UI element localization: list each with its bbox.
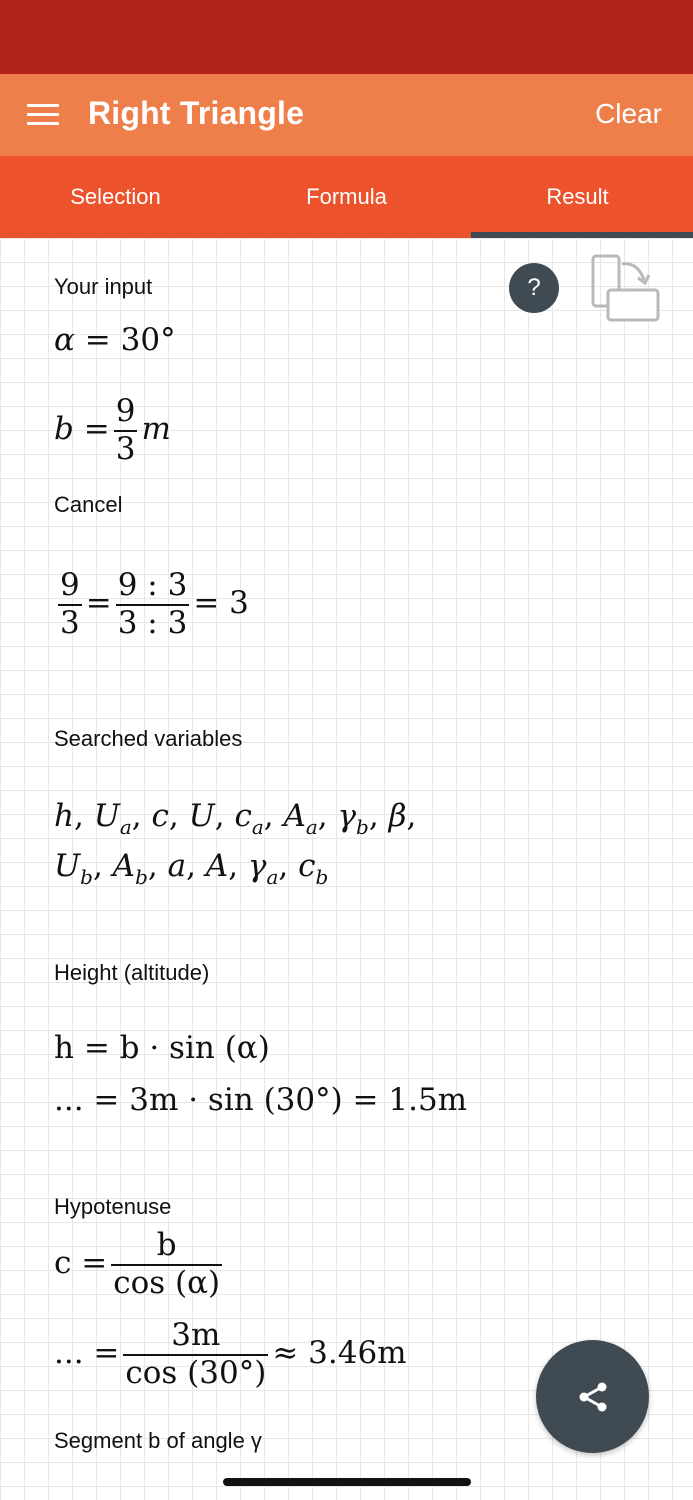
alpha-input: α = 30°	[54, 322, 176, 358]
hypotenuse-calculation: ... = $\frac{3m}{\cos (30^\circ)}$ ≈ 3.46m	[54, 1317, 407, 1391]
app-bar	[0, 74, 693, 156]
hypotenuse-label: Hypotenuse	[54, 1194, 172, 1219]
searched-variables-line2: $U_b$, $A_b$, a, A, $\gamma_a$, $c_b$	[54, 848, 329, 889]
result-content[interactable]	[0, 238, 693, 1500]
app-title: Right Triangle	[88, 95, 305, 131]
searched-variables-line1: h, $U_a$, c, U, $c_a$, $A_a$, $\gamma_b$, β,	[54, 798, 417, 839]
clear-button[interactable]: Clear	[595, 98, 662, 129]
b-input: b = $\frac{9}{3}$ m	[54, 393, 171, 467]
input-label: Your input	[54, 274, 153, 299]
height-calculation: ... = 3m · sin (30°) = 1.5m	[54, 1082, 468, 1118]
hypotenuse-formula: c = $\frac{b}{\cos (\alpha)}$	[54, 1227, 221, 1301]
cancel-label: Cancel	[54, 492, 123, 517]
segment-label: Segment b of angle γ	[54, 1428, 262, 1453]
searched-variables-label: Searched variables	[54, 726, 243, 751]
home-indicator	[223, 1478, 471, 1486]
status-bar	[0, 0, 693, 74]
tab-formula[interactable]: Formula	[306, 184, 387, 209]
share-button[interactable]	[536, 1340, 649, 1453]
question-mark-icon: ?	[527, 274, 541, 301]
cancel-formula: $\frac{9}{3}$ = $\frac{9 : 3}{3 : 3}$ = 3	[60, 567, 249, 641]
tab-bar	[0, 156, 693, 238]
rotate-device-icon[interactable]	[590, 254, 662, 324]
height-formula: h = b · sin (α)	[54, 1030, 270, 1066]
help-button[interactable]	[509, 263, 559, 313]
height-label: Height (altitude)	[54, 960, 210, 985]
tab-result[interactable]: Result	[546, 184, 609, 209]
tab-selection[interactable]: Selection	[70, 184, 161, 209]
share-icon	[575, 1379, 611, 1415]
hamburger-menu-icon[interactable]	[27, 104, 59, 126]
